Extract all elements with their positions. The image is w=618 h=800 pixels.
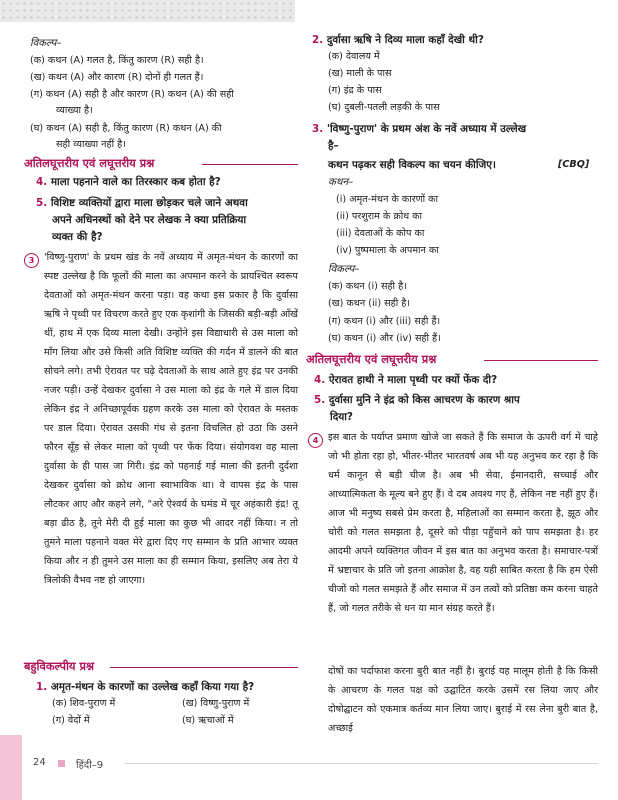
mcq-option: (क) कथन (i) सही है। <box>328 281 407 292</box>
mcq-question-1: 1. अमृत-मंथन के कारणों का उल्लेख कहाँ किया गया है? <box>36 681 255 693</box>
footer-square-icon <box>58 760 65 767</box>
mcq-option: (ग) इंद्र के पास <box>328 85 382 96</box>
section-rule <box>484 360 598 361</box>
statement: (ii) परशुराम के क्रोध का <box>336 211 423 222</box>
answer-paragraph-2: दोषों का पर्दाफाश करना बुरी बात नहीं है। बुराई यह मालूम होती है कि किसी के आचरण के गलत पक्ष को उद्घाटित करके उसमें रस लिया जाए और दोषोद्घाटन को एकमात्र कर्तव्य मान लिया जाए। बुराई में रस लेना बुरी बात है, अच्छाई <box>328 666 598 734</box>
question-5: 5. दुर्वासा मुनि ने इंद्र को किस आचरण के कारण श्राप <box>314 394 520 406</box>
mcq-option: (ग) कथन (i) और (iii) सही हैं। <box>328 316 441 327</box>
answer-number-badge: 4 <box>308 433 323 448</box>
mcq-question-2: 2. दुर्वासा ऋषि ने दिव्य माला कहाँ देखी थी? <box>312 34 484 46</box>
statement: (iv) पुष्पमाला के अपमान का <box>336 245 439 256</box>
question-5: 5. विशिष्ट व्यक्तियों द्वारा माला छोड़कर चले जाने अथवा <box>36 197 248 209</box>
mcq-option: (ख) माली के पास <box>328 68 392 79</box>
header-dot-band <box>0 0 295 22</box>
mcq-option: (क) देवालय में <box>328 51 380 62</box>
cbq-tag: [CBQ] <box>558 159 590 170</box>
option-c: (ग) कथन (A) सही है और कारण (R) कथन (A) की सही <box>30 89 234 100</box>
page-number: 24 <box>33 757 46 768</box>
answer-paragraph: 'विष्णु-पुराण' के प्रथम खंड के नवें अध्याय में अमृत-मंथन के कारणों का स्पष्ट उल्लेख है कि फूलों की माला का अपमान करने के प्रायश्चित स्वरूप देवताओं को अमृत-मंथन करना पड़ा। वह कथा इस प्रकार है कि दुर्वासा ऋषि ने पृथ्वी पर विचरण करते हुए एक कृशांगी के जिसकी बड़ी-बड़ी आँखें थीं, हाथ में एक दिव्य माला देखी। उन्होंने इस विद्याधारी से उस माला को माँग लिया और उसे किसी अति विशिष्ट व्यक्ति की गर्दन में डालने की बात सोचने लगे। तभी ऐरावत पर चढ़े देवताओं के साथ आते हुए इंद्र पर उनकी नजर पड़ी। उन्हें देखकर दुर्वासा ने उस माला को इंद्र के गले में डाल दिया लेकिन इंद्र ने अनिच्छापूर्वक ग्रहण करके उस माला को ऐरावत के मस्तक पर डाल दिया। ऐरावत उसकी गंध से इतना विचलित हो उठा कि उसने फौरन सूँड़ से लेकर माला को पृथ्वी पर फेंक दिया। संयोगवश वह माला दुर्वासा के ही पास जा गिरी। इंद्र को पहनाई गई माला की इतनी दुर्दशा देखकर दुर्वासा को क्रोध आना स्वाभाविक था। वे वापस इंद्र के पास लौटकर आए और कहने लगे, "अरे ऐश्वर्य के घमंड में चूर अहंकारी इंद्र! तू बड़ा ढीठ है, तूने मेरी दी हुई माला का कुछ भी आदर नहीं किया। न तो तुमने माला पहनाने वक्त मेरे द्वारा दिए गए सम्मान के प्रति आभार व्यक्त किया और न ही तुमने उस माला का ही सम्मान किया, इसलिए अब तेरा ये त्रिलोकी वैभव नष्ट हो जाएगा। <box>44 252 298 586</box>
options-label: विकल्प– <box>30 38 62 49</box>
statement: (iii) देवताओं के कोप का <box>336 228 425 239</box>
answer-number-badge: 3 <box>24 253 39 268</box>
footer-rule <box>124 763 598 764</box>
mcq-question-3-cont: है– <box>328 140 339 152</box>
option-b: (ख) कथन (A) और कारण (R) दोनों ही गलत हैं। <box>30 72 204 83</box>
section-title-mcq: बहुविकल्पीय प्रश्न <box>24 659 94 673</box>
question-5-line2: दिया? <box>330 411 353 423</box>
section-title-short-answer: अतिलघूत्तरीय एवं लघूत्तरीय प्रश्न <box>24 156 155 170</box>
option-a: (क) कथन (A) गलत है, किंतु कारण (R) सही है। <box>30 55 204 66</box>
option-d-cont: सही व्याख्या नहीं है। <box>56 139 126 150</box>
statements-label: कथन– <box>328 177 354 188</box>
question-4: 4. ऐरावत हाथी ने माला पृथ्वी पर क्यों फेंक दी? <box>314 374 498 386</box>
mcq-option: (ख) विष्णु-पुराण में <box>182 698 250 709</box>
mcq-question-3: 3. 'विष्णु-पुराण' के प्रथम अंश के नवें अध्याय में उल्लेख <box>312 123 527 135</box>
section-title-short-answer: अतिलघूत्तरीय एवं लघूत्तरीय प्रश्न <box>306 352 437 366</box>
book-label: हिंदी–9 <box>76 760 104 771</box>
mcq-option: (घ) दुबली-पतली लड़की के पास <box>328 102 440 113</box>
mcq-option: (ख) कथन (ii) सही है। <box>328 298 410 309</box>
page-corner-tab <box>0 735 22 800</box>
mcq-option: (ग) वेदों में <box>52 715 90 726</box>
mcq-option: (घ) कथन (i) और (iv) सही हैं। <box>328 333 441 344</box>
q3-instruction: कथन पढ़कर सही विकल्प का चयन कीजिए। <box>328 159 496 171</box>
question-5-line3: व्यक्त की है? <box>52 231 103 243</box>
option-d: (घ) कथन (A) सही है, किंतु कारण (R) कथन (A) की <box>30 123 222 134</box>
question-4: 4. माला पहनाने वाले का तिरस्कार कब होता है? <box>36 176 221 188</box>
mcq-option: (घ) ऋचाओं में <box>182 715 234 726</box>
section-rule <box>110 667 298 668</box>
mcq-option: (क) शिव-पुराण में <box>52 698 116 709</box>
question-5-line2: अपने अधिनस्थों को देने पर लेखक ने क्या प्रतिक्रिया <box>52 214 247 226</box>
answer-paragraph: इस बात के पर्याप्त प्रमाण खोजे जा सकते हैं कि समाज के ऊपरी वर्ग में चाहे जो भी होता रहा हो, भीतर-भीतर भारतवर्ष अब भी यह अनुभव कर रहा है कि धर्म कानून से बड़ी चीज है। अब भी सेवा, ईमानदारी, सच्चाई और आध्यात्मिकता के मूल्य बने हुए हैं। वे दब अवश्य गए हैं, लेकिन नष्ट नहीं हुए हैं। आज भी मनुष्य सबसे प्रेम करता है, महिलाओं का सम्मान करता है, झूठ और चोरी को गलत समझता है, दूसरे को पीड़ा पहुँचाने को पाप समझता है। हर आदमी अपने व्यक्तिगत जीवन में इस बात का अनुभव करता है। समाचार-पत्रों में भ्रष्टाचार के प्रति जो इतना आक्रोश है, वह यही साबित करता है कि हम ऐसी चीजों को गलत समझते हैं और समाज में उन तत्वों को प्रतिष्ठा कम करना चाहते हैं, जो गलत तरीके से धन या मान संग्रह करते हैं। <box>328 432 598 614</box>
option-c-cont: व्याख्या है। <box>56 105 93 116</box>
section-rule <box>202 164 298 165</box>
options-label: विकल्प– <box>328 264 360 275</box>
statement: (i) अमृत-मंथन के कारणों का <box>336 194 438 205</box>
